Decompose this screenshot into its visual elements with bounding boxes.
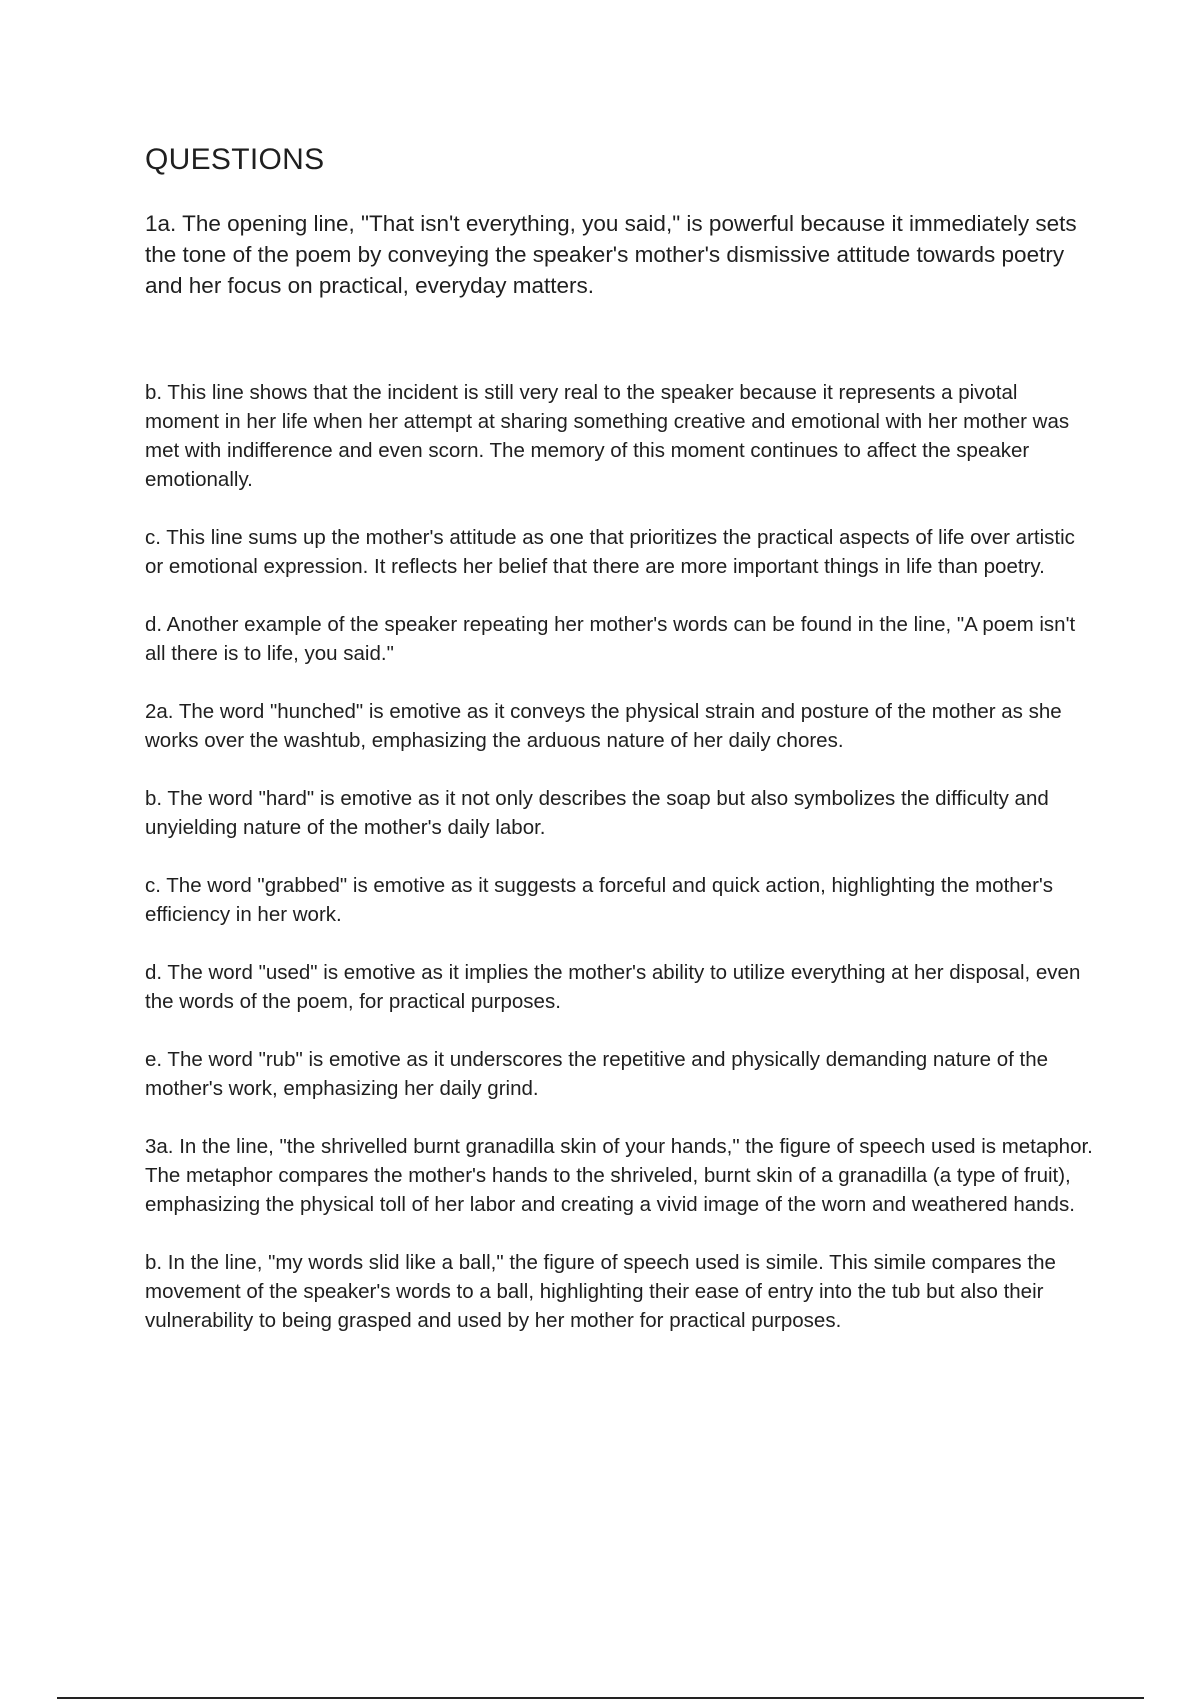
- page-title: QUESTIONS: [145, 143, 325, 176]
- answer-1c: c. This line sums up the mother's attitude as one that prioritizes the practical aspects of life over artistic or emotional expression. It reflects her belief that there are more important things in life than poetry.: [145, 526, 1075, 578]
- answer-2b: b. The word "hard" is emotive as it not only describes the soap but also symbolizes the difficulty and unyielding nature of the mother's daily labor.: [145, 787, 1049, 839]
- answer-1b: b. This line shows that the incident is still very real to the speaker because it represents a pivotal moment in her life when her attempt at sharing something creative and emotional with her mother was met with indifference and even scorn. The memory of this moment continues to affect the speaker emotionally.: [145, 381, 1070, 491]
- page-bottom-divider: [57, 1697, 1144, 1699]
- answer-2d: d. The word "used" is emotive as it implies the mother's ability to utilize everything at her disposal, even the words of the poem, for practical purposes.: [145, 961, 1081, 1013]
- answer-2a: 2a. The word "hunched" is emotive as it conveys the physical strain and posture of the mother as she works over the washtub, emphasizing the arduous nature of her daily chores.: [145, 700, 1062, 752]
- answer-2e: e. The word "rub" is emotive as it underscores the repetitive and physically demanding nature of the mother's work, emphasizing her daily grind.: [145, 1048, 1049, 1100]
- answer-3a: 3a. In the line, "the shrivelled burnt granadilla skin of your hands," the figure of speech used is metaphor. The metaphor compares the mother's hands to the shriveled, burnt skin of a granadilla (a type of fruit), emphasizing the physical toll of her labor and creating a vivid image of the worn and weathered hands.: [145, 1135, 1093, 1216]
- answer-1a: 1a. The opening line, "That isn't everything, you said," is powerful because it immediately sets the tone of the poem by conveying the speaker's mother's dismissive attitude towards poetry and her focus on practical, everyday matters.: [145, 211, 1077, 298]
- answer-2c: c. The word "grabbed" is emotive as it suggests a forceful and quick action, highlighting the mother's efficiency in her work.: [145, 874, 1054, 926]
- document-page: [145, 140, 1095, 1364]
- answer-1d: d. Another example of the speaker repeating her mother's words can be found in the line, "A poem isn't all there is to life, you said.": [145, 613, 1076, 665]
- answer-3b: b. In the line, "my words slid like a ball," the figure of speech used is simile. This simile compares the movement of the speaker's words to a ball, highlighting their ease of entry into the tub but also their vulnerability to being grasped and used by her mother for practical purposes.: [145, 1251, 1056, 1332]
